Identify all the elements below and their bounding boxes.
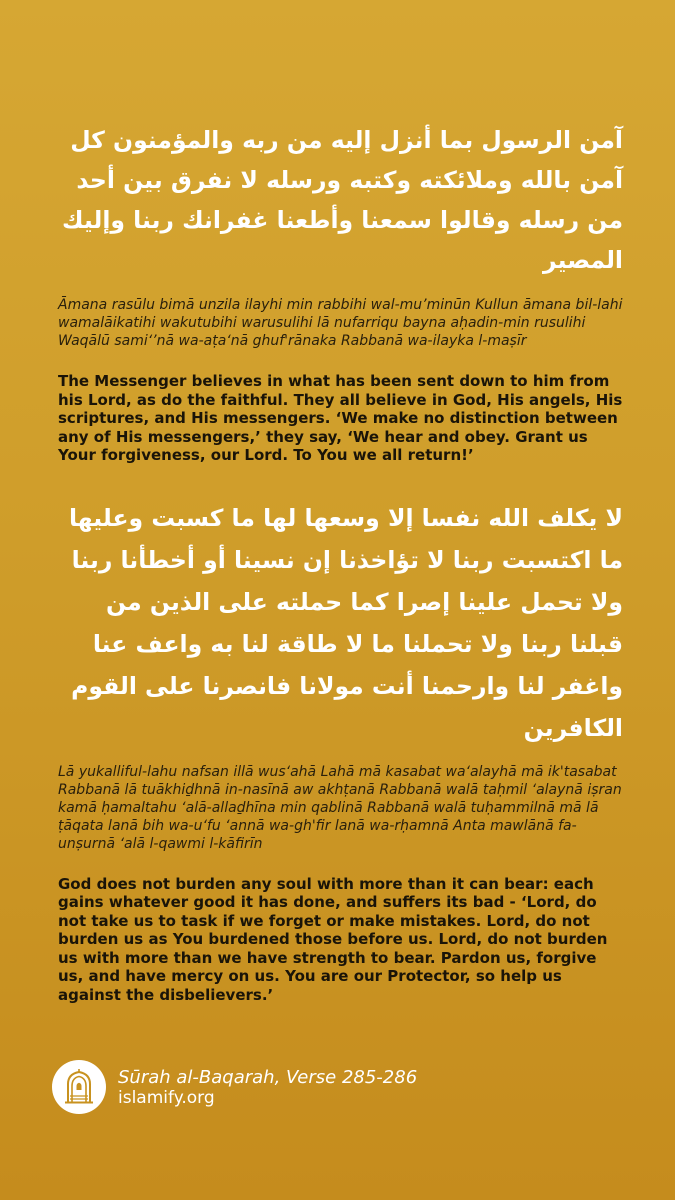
verse-286-arabic: لا يكلف الله نفسا إلا وسعها لها ما كسبت وعليها ما اكتسبت ربنا لا تؤاخذنا إن نسينا أو أخطأنا ربنا ولا تحمل علينا إصرا كما حملته على الذين من قبلنا ربنا ولا تحملنا ما لا طاقة لنا به واعف عنا واغفر لنا وارحمنا أنت مولانا فانصرنا على القوم الكافرين (68, 503, 623, 742)
footer-text (118, 1067, 417, 1108)
verse-286-translation: God does not burden any soul with more than it can bear: each gains whatever good it has done, and suffers its bad - ‘Lord, do not take us to task if we forget or make mistakes. Lord, do not burden us as You burdened those before us. Lord, do not burden us with more than we have strength to bear. Pardon us, forgive us, and have mercy on us. You are our Protector, so help us against the disbelievers.’ (58, 874, 608, 1004)
verse-285-arabic: آمن الرسول بما أنزل إليه من ربه والمؤمنون كل آمن بالله وملائكته وكتبه ورسله لا نفرق بين أحد من رسله وقالوا سمعنا وأطعنا غفرانك ربنا وإليك المصير (62, 126, 623, 274)
surah-reference: Sūrah al-Baqarah, Verse 285-286 (118, 1066, 418, 1088)
mosque-door-icon (60, 1068, 98, 1106)
site-link[interactable]: islamify.org (118, 1087, 215, 1108)
verse-285-transliteration: Āmana rasūlu bimā unzila ilayhi min rabbihi wal-mu’minūn Kullun āmana bil-lahi wamalāikatihi wakutubihi warusulihi lā nufarriqu bayna aḥadin-min rusulihi Waqālū sami‘’nā wa-aṭa‘nā ghuf'rānaka Rabbanā wa-ilayka l-maṣīr (58, 297, 623, 349)
verse-286-transliteration: Lā yukalliful-lahu nafsan illā wus‘ahā Lahā mā kasabat wa‘alayhā mā ik'tasabat Rabbanā lā tuākhiḏhnā in-nasīnā aw akhṭanā Rabbanā walā taḥmil ‘alaynā iṣran kamā ḥamaltahu ‘alā-allaḏhīna min qablinā Rabbanā walā tuḥammilnā mā lā ṭāqata lanā bih wa-u‘fu ‘annā wa-gh'fir lanā wa-rḥamnā Anta mawlānā fa-unṣurnā ‘alā l-qawmi l-kāfirīn (58, 763, 622, 852)
footer (52, 1060, 417, 1114)
verses-container (58, 120, 623, 1004)
islamify-logo (52, 1060, 106, 1114)
verse-285-translation: The Messenger believes in what has been sent down to him from his Lord, as do the faithful. They all believe in God, His angels, His scriptures, and His messengers. ‘We make no distinction between any of His messengers,’ they say, ‘We hear and obey. Grant us Your forgiveness, our Lord. To You we all return!’ (58, 372, 623, 464)
